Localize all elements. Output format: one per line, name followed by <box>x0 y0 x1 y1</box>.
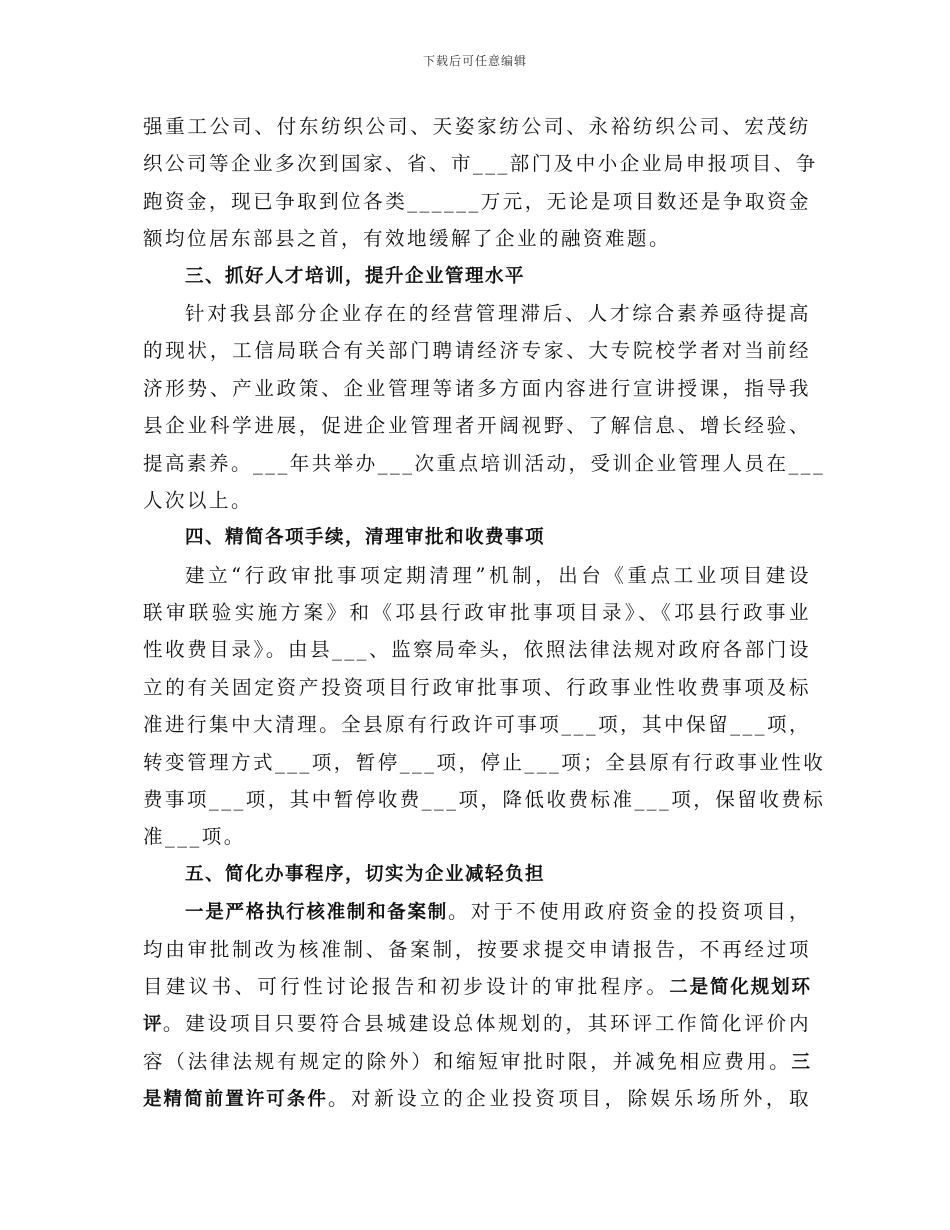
document-body <box>143 108 826 1118</box>
paragraph-line: 性收费目录》。由县___、监察局牵头，依照法律法规对政府各部门设 <box>143 638 811 662</box>
paragraph-line: 济形势、产业政策、企业管理等诸多方面内容进行宣讲授课，指导我 <box>143 376 811 400</box>
bold-phrase: 二是简化规划环 <box>669 976 811 998</box>
paragraph-line: 县企业科学进展，促进企业管理者开阔视野、了解信息、增长经验、 <box>143 414 811 438</box>
paragraph-line: 费事项___项，其中暂停收费___项，降低收费标准___项，保留收费标 <box>143 788 826 812</box>
paragraph-line: 提高素养。___年共举办___次重点培训活动，受训企业管理人员在___ <box>143 451 826 475</box>
paragraph-line: 准进行集中大清理。全县原有行政许可事项___项，其中保留___项， <box>143 713 811 737</box>
section-heading: 四、精简各项手续，清理审批和收费事项 <box>185 527 546 549</box>
paragraph-line: 目建议书、可行性讨论报告和初步设计的审批程序。二是简化规划环 <box>143 974 811 998</box>
paragraph-line: 额均位居东部县之首，有效地缓解了企业的融资难题。 <box>143 227 672 251</box>
paragraph-line: 是精简前置许可条件。对新设立的企业投资项目，除娱乐场所外，取 <box>143 1087 811 1111</box>
paragraph-line: 立的有关固定资产投资项目行政审批事项、行政事业性收费事项及标 <box>143 675 811 699</box>
bold-phrase: 是精简前置许可条件 <box>143 1089 328 1111</box>
paragraph-line: 针对我县部分企业存在的经营管理滞后、人才综合素养亟待提高 <box>185 301 811 325</box>
paragraph-line: 转变管理方式___项，暂停___项，停止___项；全县原有行政事业性收 <box>143 750 826 774</box>
paragraph-line: 的现状，工信局联合有关部门聘请经济专家、大专院校学者对当前经 <box>143 339 811 363</box>
paragraph-line: 人次以上。 <box>143 488 254 512</box>
section-heading: 五、简化办事程序，切实为企业减轻负担 <box>185 863 546 885</box>
bold-phrase: 三 <box>791 1051 811 1073</box>
paragraph-line: 织公司等企业多次到国家、省、市___部门及中小企业局申报项目、争 <box>143 152 818 176</box>
bold-phrase: 一是严格执行核准制和备案制 <box>185 902 449 924</box>
bold-phrase: 评 <box>143 1014 163 1036</box>
paragraph-line: 准___项。 <box>143 825 246 849</box>
page-header: 下载后可任意编辑 <box>422 54 527 68</box>
paragraph-line: 一是严格执行核准制和备案制。对于不使用政府资金的投资项目， <box>185 900 811 924</box>
paragraph-line: 联审联验实施方案》和《邛县行政审批事项目录》、《邛县行政事业 <box>143 601 811 625</box>
paragraph-line: 强重工公司、付东纺织公司、天姿家纺公司、永裕纺织公司、宏茂纺 <box>143 115 811 138</box>
paragraph-line: 容（法律法规有规定的除外）和缩短审批时限，并减免相应费用。三 <box>143 1049 811 1073</box>
section-heading: 三、抓好人才培训，提升企业管理水平 <box>185 265 526 287</box>
paragraph-line: 均由审批制改为核准制、备案制，按要求提交申请报告，不再经过项 <box>143 937 811 961</box>
paragraph-line: 评。建设项目只要符合县城建设总体规划的，其环评工作简化评价内 <box>143 1012 811 1036</box>
paragraph-line: 跑资金，现已争取到位各类______万元，无论是项目数还是争取资金 <box>143 189 811 213</box>
paragraph-line: 建立“行政审批事项定期清理”机制，出台《重点工业项目建设 <box>185 563 811 587</box>
